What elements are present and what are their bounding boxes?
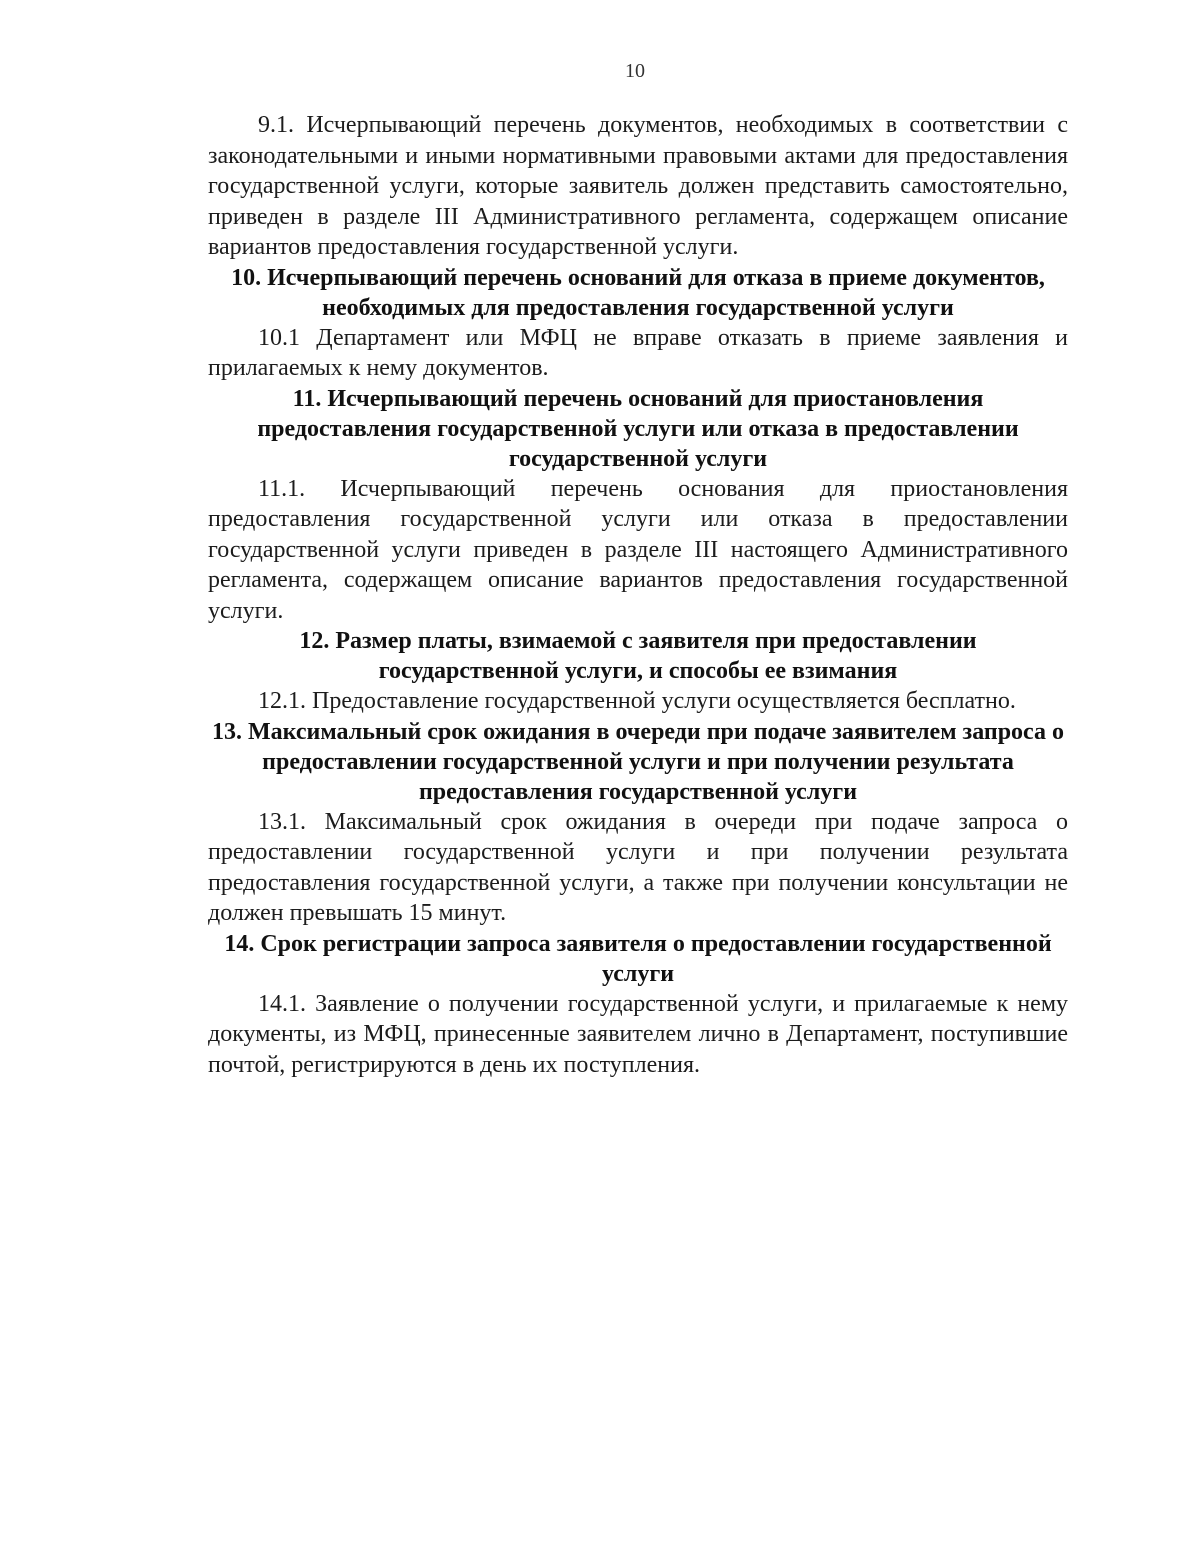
paragraph-10-1: 10.1 Департамент или МФЦ не вправе отказать в приеме заявления и прилагаемых к нему документов.	[208, 324, 1068, 381]
paragraph-13-1: 13.1. Максимальный срок ожидания в очереди при подаче запроса о предоставлении государственной услуги и при получении результата предоставления государственной услуги, а также при получении консультации не должен превышать 15 минут.	[208, 808, 1068, 926]
heading-section-14: 14. Срок регистрации запроса заявителя о предоставлении государственной услуги	[224, 930, 1052, 987]
paragraph-14-1: 14.1. Заявление о получении государственной услуги, и прилагаемые к нему документы, из МФЦ, принесенные заявителем лично в Департамент, поступившие почтой, регистрируются в день их поступления.	[208, 990, 1068, 1078]
paragraph-9-1: 9.1. Исчерпывающий перечень документов, необходимых в соответствии с законодательными и иными нормативными правовыми актами для предоставления государственной услуги, которые заявитель должен представить самостоятельно, приведен в разделе III Административного регламента, содержащем описание вариантов предоставления государственной услуги.	[208, 112, 1068, 260]
paragraph-12-1: 12.1. Предоставление государственной услуги осуществляется бесплатно.	[258, 688, 1016, 714]
heading-section-12: 12. Размер платы, взимаемой с заявителя при предоставлении государственной услуги, и способы ее взимания	[299, 628, 977, 684]
page-number: 10	[625, 60, 645, 82]
paragraph-11-1: 11.1. Исчерпывающий перечень основания для приостановления предоставления государственной услуги или отказа в предоставлении государственной услуги приведен в разделе III настоящего Административного регламента, содержащем описание вариантов предоставления государственной услуги.	[208, 475, 1068, 624]
document-body	[208, 110, 1068, 1080]
heading-section-10: 10. Исчерпывающий перечень оснований для отказа в приеме документов, необходимых для предоставления государственной услуги	[231, 264, 1045, 321]
heading-section-13: 13. Максимальный срок ожидания в очереди при подаче заявителем запроса о предоставлении государственной услуги и при получении результата предоставления государственной услуги	[211, 718, 1064, 805]
heading-section-11: 11. Исчерпывающий перечень оснований для приостановления предоставления государственной услуги или отказа в предоставлении государственной услуги	[257, 385, 1019, 472]
